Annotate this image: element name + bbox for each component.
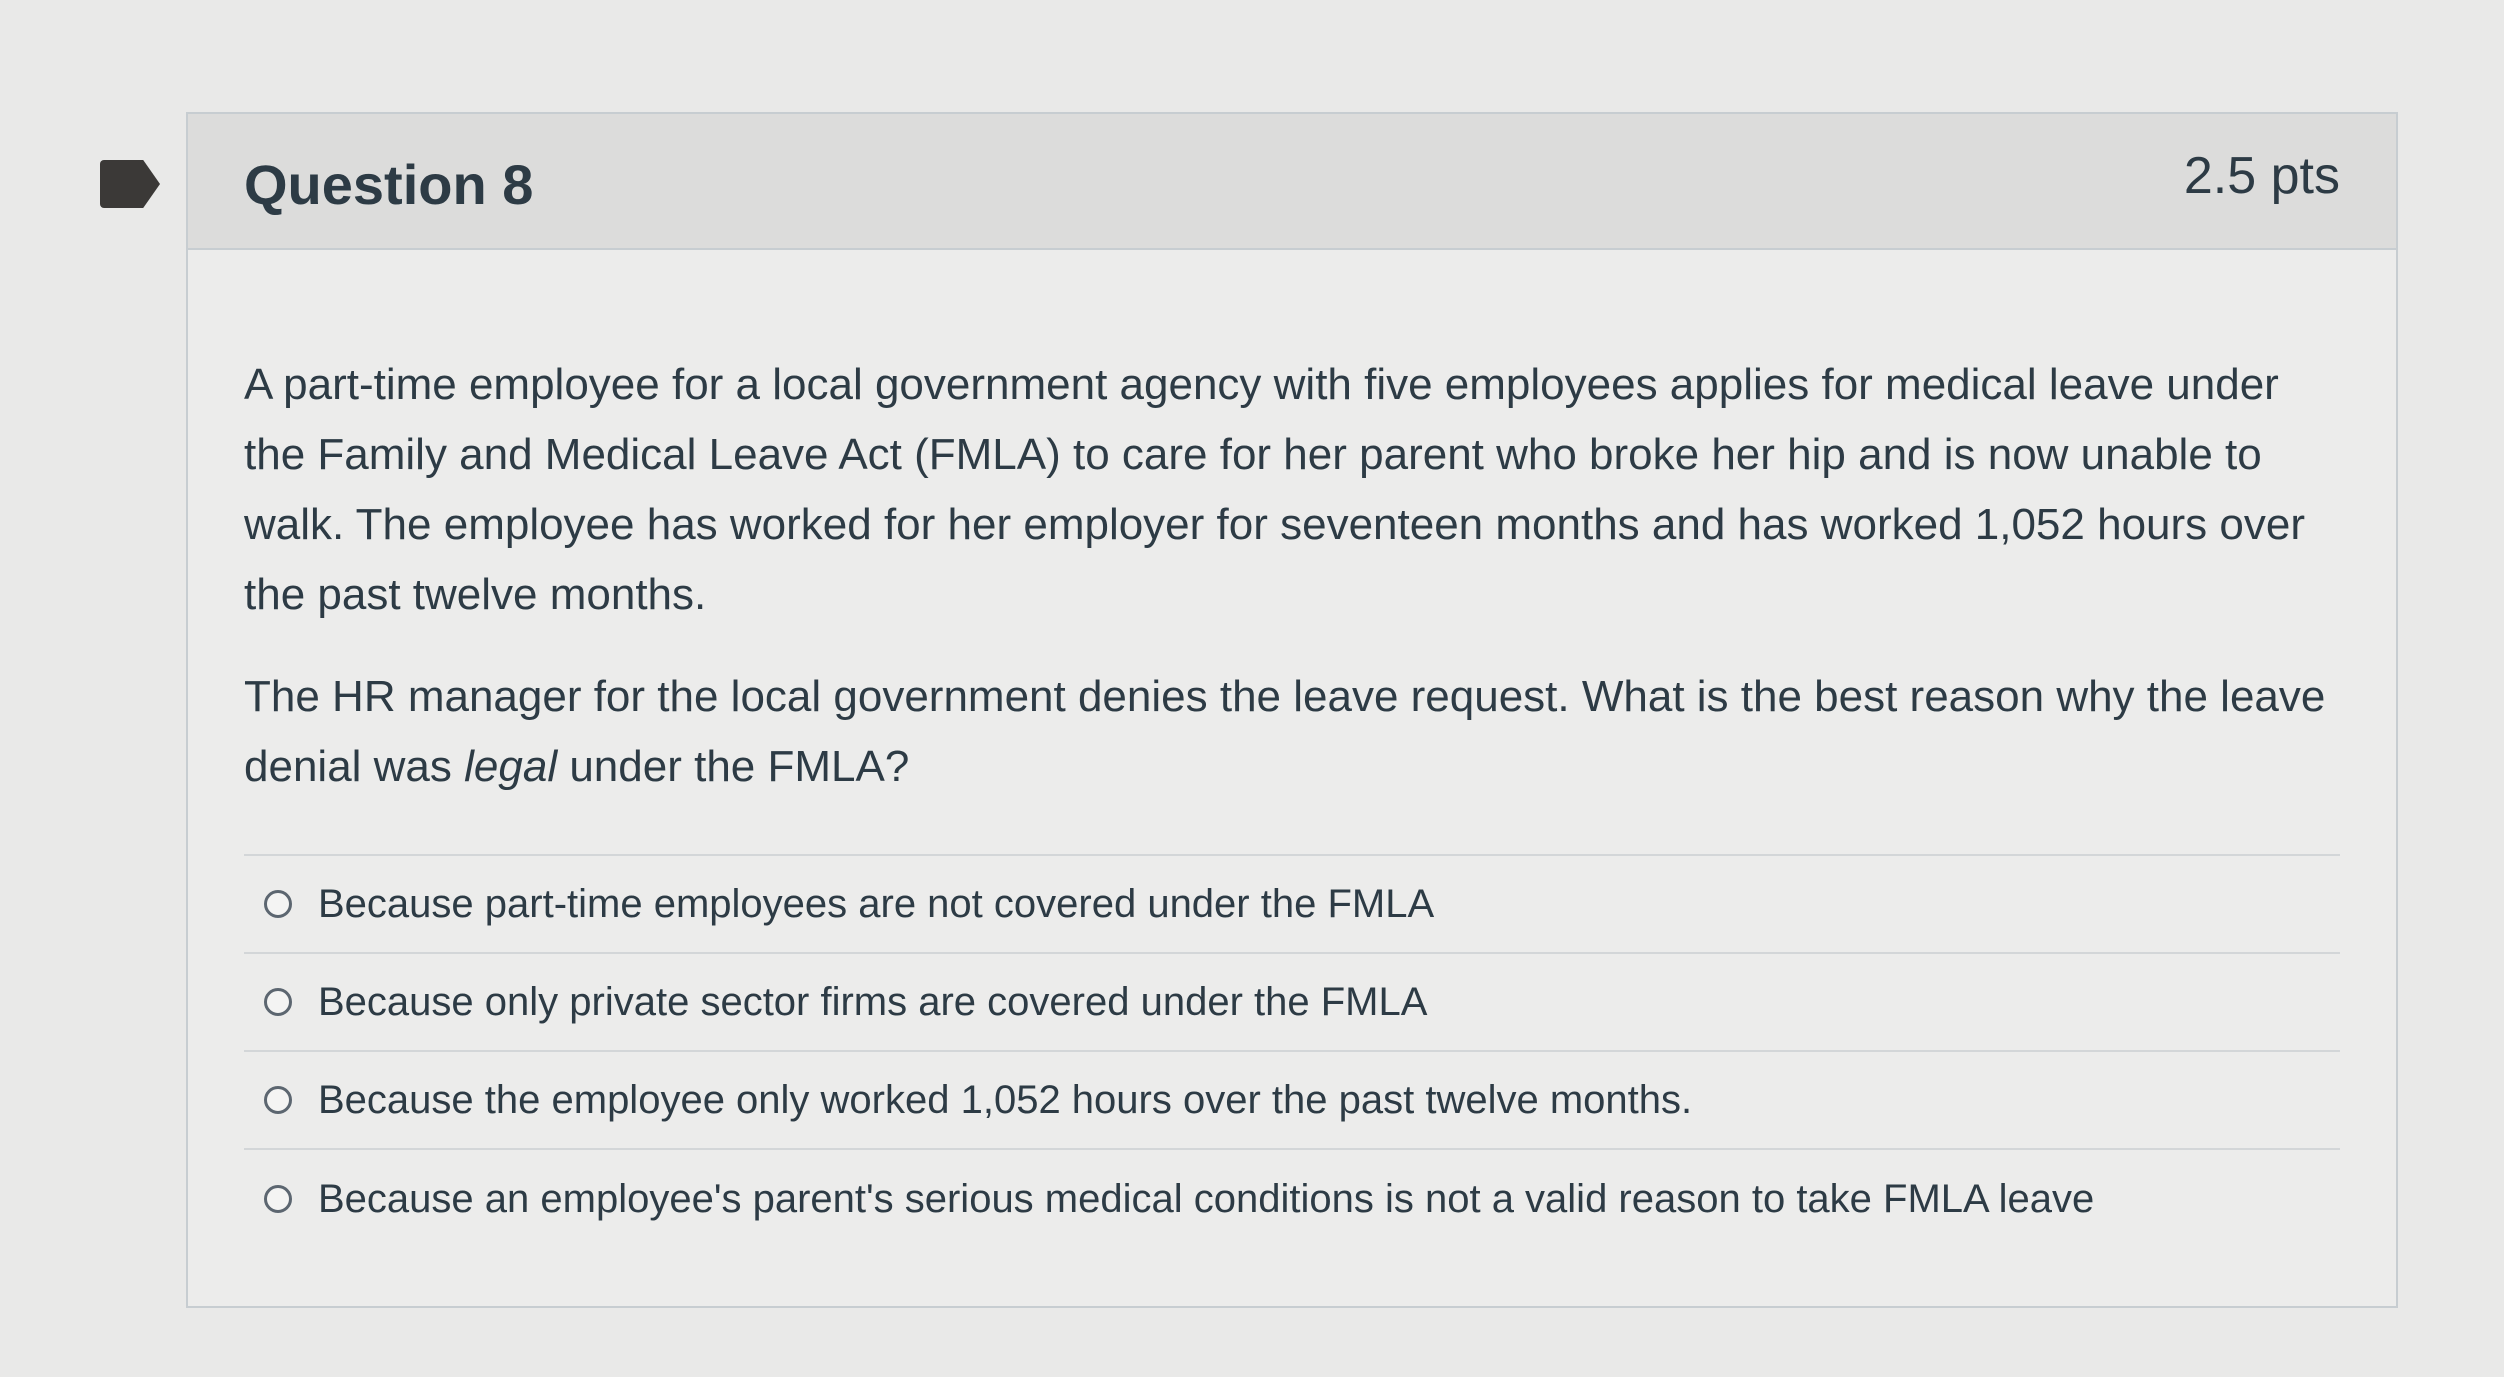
answer-radio-3[interactable]: [264, 1086, 292, 1114]
answer-label-4: Because an employee's parent's serious medical conditions is not a valid reason to take FMLA leave: [318, 1176, 2095, 1221]
question-title: Question 8: [244, 153, 534, 216]
answer-list: [244, 854, 2340, 1248]
answer-option-4[interactable]: [244, 1150, 2340, 1248]
answer-option-1[interactable]: [244, 856, 2340, 954]
question-paragraph-2-end: under the FMLA?: [557, 742, 910, 791]
question-text: [244, 250, 2340, 802]
answer-radio-4[interactable]: [264, 1185, 292, 1213]
question-emphasis-legal: legal: [464, 742, 558, 791]
bookmark-flag-icon[interactable]: [100, 160, 160, 208]
question-body: [188, 250, 2396, 1248]
answer-radio-1[interactable]: [264, 890, 292, 918]
question-header: [188, 114, 2396, 250]
answer-radio-2[interactable]: [264, 988, 292, 1016]
answer-option-2[interactable]: [244, 954, 2340, 1052]
answer-label-2: Because only private sector firms are covered under the FMLA: [318, 979, 1428, 1024]
question-paragraph-2-start: The HR manager for the local government denies the leave request. What is the best reason why the leave denial was: [244, 672, 2326, 791]
question-paragraph-1: A part-time employee for a local government agency with five employees applies for medical leave under the Family and Medical Leave Act (FMLA) to care for her parent who broke her hip and is now unable to walk. The employee has worked for her employer for seventeen months and has worked 1,052 hours over the past twelve months.: [244, 360, 2305, 619]
answer-option-3[interactable]: [244, 1052, 2340, 1150]
question-paragraph-2: [244, 662, 2340, 802]
answer-label-1: Because part-time employees are not covered under the FMLA: [318, 881, 1435, 926]
question-points: 2.5 pts: [2183, 147, 2340, 205]
question-card: [186, 112, 2398, 1308]
answer-label-3: Because the employee only worked 1,052 hours over the past twelve months.: [318, 1077, 1693, 1122]
